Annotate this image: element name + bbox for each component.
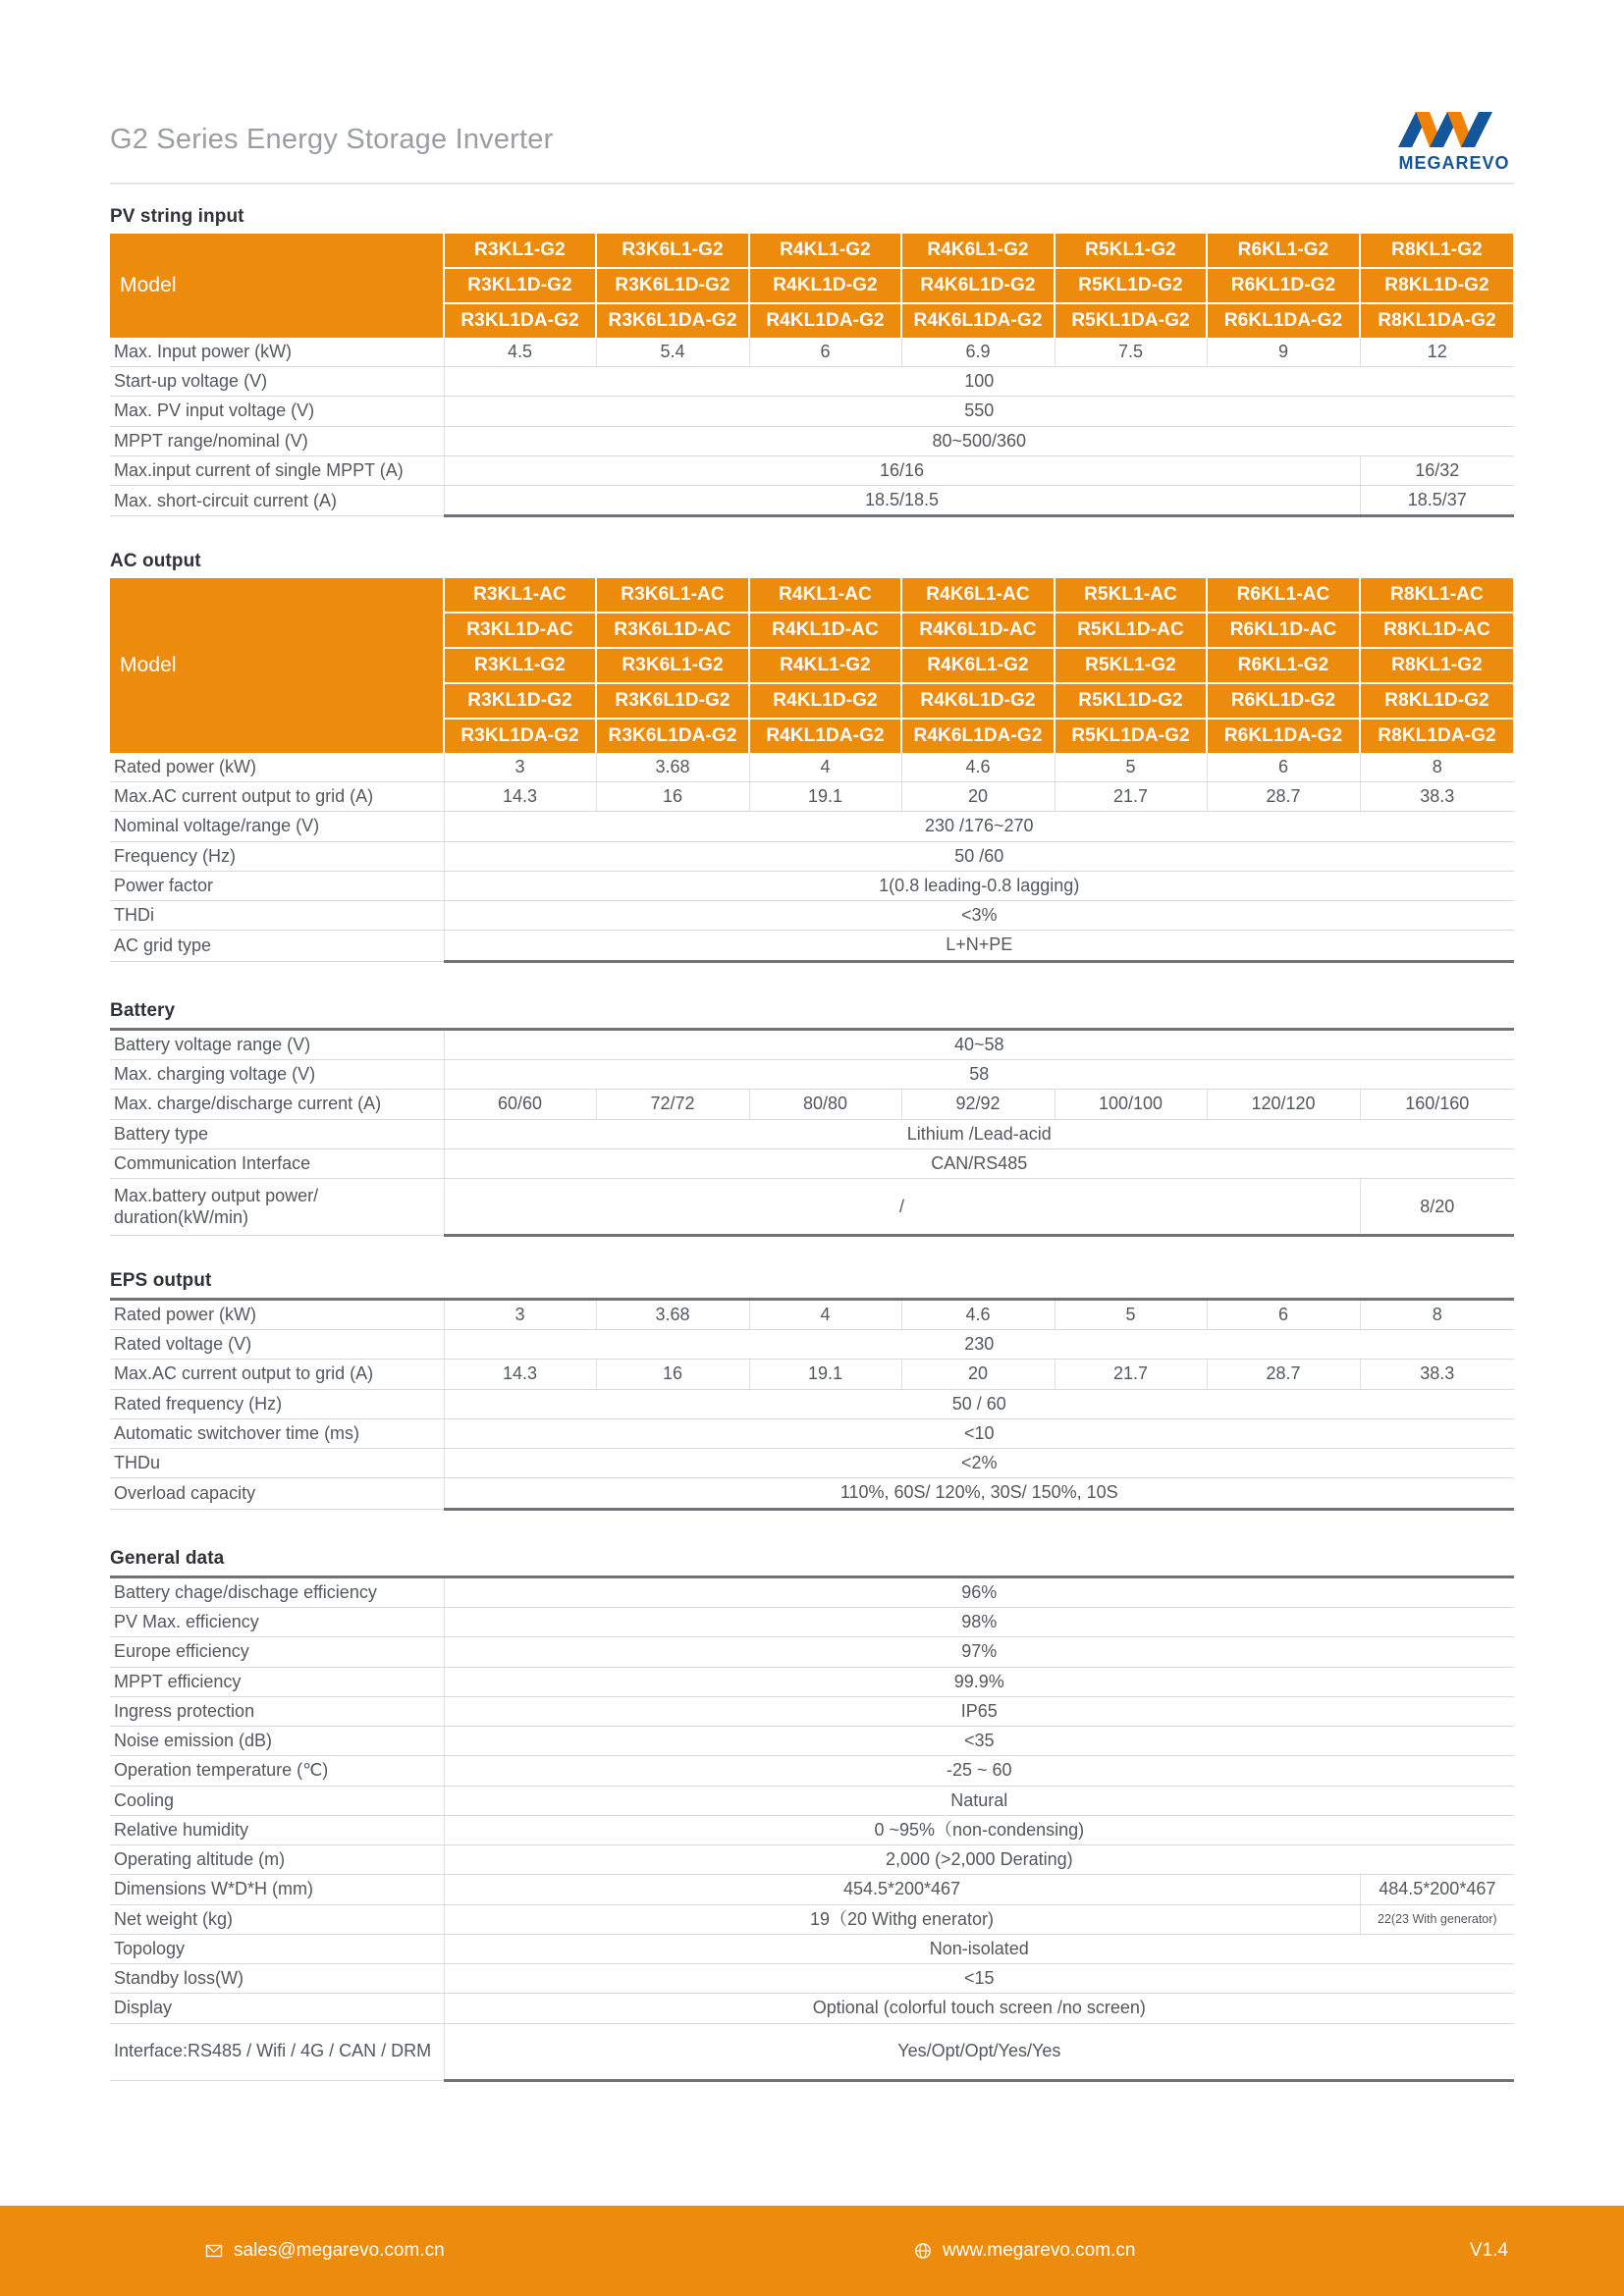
table-row [110, 1148, 1514, 1178]
model-cell: R8KL1D-G2 [1360, 268, 1514, 303]
row-label: Start-up voltage (V) [110, 367, 444, 397]
footer-email[interactable] [204, 2240, 445, 2262]
page-header [110, 116, 1514, 185]
table-eps-output [110, 1298, 1514, 1511]
row-value: 3 [444, 1300, 596, 1330]
envelope-icon [204, 2241, 224, 2261]
row-value: 80/80 [749, 1090, 901, 1119]
model-cell: R6KL1-G2 [1207, 234, 1360, 268]
row-label: Battery type [110, 1119, 444, 1148]
globe-icon [913, 2241, 933, 2261]
table-row [110, 426, 1514, 455]
row-value: 14.3 [444, 782, 596, 812]
table-row [110, 841, 1514, 871]
eps-body [110, 1300, 1514, 1510]
row-value: 38.3 [1360, 1360, 1514, 1389]
megarevo-logo [1394, 104, 1514, 175]
row-label: Battery chage/dischage efficiency [110, 1577, 444, 1608]
row-value: 4.6 [901, 1300, 1055, 1330]
footer-email-text: sales@megarevo.com.cn [234, 2240, 445, 2261]
row-value: <15 [444, 1964, 1514, 1994]
table-ac-output [110, 578, 1515, 963]
table-row [110, 367, 1514, 397]
row-value: 16 [596, 782, 749, 812]
table-row [110, 2023, 1514, 2080]
row-label: Rated voltage (V) [110, 1330, 444, 1360]
row-label: Overload capacity [110, 1478, 444, 1509]
header-divider [110, 183, 1514, 185]
table-row [110, 1090, 1514, 1119]
model-cell: R4K6L1DA-G2 [901, 303, 1055, 338]
model-cell: R4KL1D-G2 [749, 268, 901, 303]
row-value: <2% [444, 1449, 1514, 1478]
model-cell: R3K6L1DA-G2 [596, 719, 749, 753]
table-row [110, 1934, 1514, 1963]
row-value: 0 ~95%（non-condensing) [444, 1815, 1514, 1844]
row-label: Relative humidity [110, 1815, 444, 1844]
row-value: 92/92 [901, 1090, 1055, 1119]
row-value: 160/160 [1360, 1090, 1514, 1119]
model-label: Model [110, 578, 444, 753]
model-cell: R4KL1-G2 [749, 648, 901, 683]
model-label: Model [110, 234, 444, 338]
model-cell: R4K6L1D-G2 [901, 268, 1055, 303]
model-cell: R5KL1-G2 [1055, 648, 1207, 683]
model-cell: R4K6L1D-AC [901, 613, 1055, 648]
model-cell: R3KL1D-G2 [444, 268, 596, 303]
model-cell: R3K6L1-G2 [596, 648, 749, 683]
model-cell: R5KL1D-G2 [1055, 268, 1207, 303]
logo-mark-icon [1394, 104, 1514, 175]
row-label: Display [110, 1994, 444, 2023]
table-row [110, 1360, 1514, 1389]
row-label: Europe efficiency [110, 1637, 444, 1667]
model-cell: R8KL1DA-G2 [1360, 719, 1514, 753]
row-label: Max. charging voltage (V) [110, 1060, 444, 1090]
table-row [110, 1756, 1514, 1786]
general-body [110, 1577, 1514, 2081]
row-value: 4 [749, 753, 901, 782]
table-row [110, 1119, 1514, 1148]
row-value: 1(0.8 leading-0.8 lagging) [444, 871, 1514, 900]
row-value: IP65 [444, 1696, 1514, 1726]
table-row [110, 782, 1514, 812]
table-row [110, 1786, 1514, 1815]
row-value: 6.9 [901, 338, 1055, 367]
row-value: 19.1 [749, 782, 901, 812]
row-label: Interface:RS485 / Wifi / 4G / CAN / DRM [110, 2023, 444, 2080]
model-cell: R5KL1DA-G2 [1055, 303, 1207, 338]
row-value: 21.7 [1055, 1360, 1207, 1389]
table-row [110, 931, 1514, 961]
row-value: 6 [749, 338, 901, 367]
ac-body [110, 753, 1514, 961]
table-row [110, 1815, 1514, 1844]
row-value: Natural [444, 1786, 1514, 1815]
table-row [110, 397, 1514, 426]
table-row [110, 1994, 1514, 2023]
row-value: -25 ~ 60 [444, 1756, 1514, 1786]
table-row [110, 1608, 1514, 1637]
row-label: Rated frequency (Hz) [110, 1389, 444, 1418]
row-value: Yes/Opt/Opt/Yes/Yes [444, 2023, 1514, 2080]
model-cell: R5KL1DA-G2 [1055, 719, 1207, 753]
row-value: 28.7 [1207, 782, 1360, 812]
row-value: 18.5/18.5 [444, 486, 1360, 516]
model-cell: R6KL1D-AC [1207, 613, 1360, 648]
row-value: 484.5*200*467 [1360, 1875, 1514, 1904]
row-value: 5 [1055, 753, 1207, 782]
row-label: Rated power (kW) [110, 1300, 444, 1330]
row-value: Non-isolated [444, 1934, 1514, 1963]
table-row [110, 1637, 1514, 1667]
row-label: Noise emission (dB) [110, 1727, 444, 1756]
model-cell: R4KL1-AC [749, 578, 901, 613]
row-label: Operation temperature (℃) [110, 1756, 444, 1786]
row-label: Net weight (kg) [110, 1904, 444, 1934]
table-row [110, 1418, 1514, 1448]
row-value: 28.7 [1207, 1360, 1360, 1389]
model-cell: R3KL1D-G2 [444, 683, 596, 719]
model-cell: R5KL1-G2 [1055, 234, 1207, 268]
row-value: CAN/RS485 [444, 1148, 1514, 1178]
table-row [110, 1030, 1514, 1060]
row-value: 97% [444, 1637, 1514, 1667]
section-ac-output [110, 551, 1514, 963]
row-label: Frequency (Hz) [110, 841, 444, 871]
row-label: Ingress protection [110, 1696, 444, 1726]
model-cell: R4KL1D-G2 [749, 683, 901, 719]
model-cell: R4K6L1-G2 [901, 234, 1055, 268]
row-value: 3.68 [596, 1300, 749, 1330]
row-label: Max. short-circuit current (A) [110, 486, 444, 516]
row-value: 230 [444, 1330, 1514, 1360]
table-row [110, 1727, 1514, 1756]
row-label: Cooling [110, 1786, 444, 1815]
row-value: 12 [1360, 338, 1514, 367]
table-general-data [110, 1575, 1514, 2082]
table-row [110, 871, 1514, 900]
model-cell: R4K6L1D-G2 [901, 683, 1055, 719]
row-value: 7.5 [1055, 338, 1207, 367]
table-row [110, 455, 1514, 485]
table-row [110, 1449, 1514, 1478]
model-header-row [110, 234, 1514, 268]
row-value: 38.3 [1360, 782, 1514, 812]
ac-model-header [110, 578, 1514, 753]
row-label: MPPT range/nominal (V) [110, 426, 444, 455]
model-cell: R6KL1-AC [1207, 578, 1360, 613]
table-row [110, 1696, 1514, 1726]
section-title-ac: AC output [110, 551, 201, 571]
row-value: 50 / 60 [444, 1389, 1514, 1418]
row-value: / [444, 1179, 1360, 1236]
row-value: 18.5/37 [1360, 486, 1514, 516]
table-row [110, 1060, 1514, 1090]
model-cell: R8KL1-AC [1360, 578, 1514, 613]
section-title-general: General data [110, 1548, 225, 1569]
model-cell: R3K6L1D-AC [596, 613, 749, 648]
row-value: <35 [444, 1727, 1514, 1756]
row-value: 50 /60 [444, 841, 1514, 871]
model-cell: R8KL1DA-G2 [1360, 303, 1514, 338]
model-cell: R3K6L1-AC [596, 578, 749, 613]
row-value: L+N+PE [444, 931, 1514, 961]
row-label: THDi [110, 901, 444, 931]
row-label: Dimensions W*D*H (mm) [110, 1875, 444, 1904]
model-cell: R4KL1DA-G2 [749, 303, 901, 338]
table-row [110, 1904, 1514, 1934]
row-value: 120/120 [1207, 1090, 1360, 1119]
battery-body [110, 1030, 1514, 1236]
row-label: PV Max. efficiency [110, 1608, 444, 1637]
row-value: 19（20 Withg enerator) [444, 1904, 1360, 1934]
section-title-battery: Battery [110, 1000, 176, 1021]
model-cell: R4K6L1-AC [901, 578, 1055, 613]
model-cell: R8KL1-G2 [1360, 234, 1514, 268]
row-label: Operating altitude (m) [110, 1845, 444, 1875]
model-cell: R3KL1D-AC [444, 613, 596, 648]
row-value: 20 [901, 1360, 1055, 1389]
table-row [110, 1964, 1514, 1994]
pv-body [110, 338, 1514, 516]
row-label: Max.AC current output to grid (A) [110, 1360, 444, 1389]
row-value: 98% [444, 1608, 1514, 1637]
row-value: 16 [596, 1360, 749, 1389]
model-cell: R8KL1-G2 [1360, 648, 1514, 683]
model-cell: R3KL1-G2 [444, 234, 596, 268]
model-cell: R3K6L1DA-G2 [596, 303, 749, 338]
row-value: 550 [444, 397, 1514, 426]
model-cell: R4KL1D-AC [749, 613, 901, 648]
row-value: 6 [1207, 753, 1360, 782]
table-row [110, 753, 1514, 782]
table-row [110, 1667, 1514, 1696]
row-value: 8 [1360, 753, 1514, 782]
row-value: 5 [1055, 1300, 1207, 1330]
table-pv-string-input [110, 234, 1515, 517]
model-cell: R4K6L1DA-G2 [901, 719, 1055, 753]
model-cell: R6KL1-G2 [1207, 648, 1360, 683]
row-value: 8 [1360, 1300, 1514, 1330]
section-pv-string-input [110, 206, 1514, 517]
row-value: 96% [444, 1577, 1514, 1608]
section-general-data [110, 1548, 1514, 2082]
row-label: MPPT efficiency [110, 1667, 444, 1696]
model-cell: R3K6L1D-G2 [596, 268, 749, 303]
row-value: 16/16 [444, 455, 1360, 485]
model-cell: R6KL1D-G2 [1207, 268, 1360, 303]
row-label: Max.battery output power/ duration(kW/min) [110, 1179, 444, 1236]
row-value: 60/60 [444, 1090, 596, 1119]
row-value: <10 [444, 1418, 1514, 1448]
row-label: Battery voltage range (V) [110, 1030, 444, 1060]
table-row [110, 1845, 1514, 1875]
row-value: 454.5*200*467 [444, 1875, 1360, 1904]
table-row [110, 338, 1514, 367]
row-value: 20 [901, 782, 1055, 812]
table-row [110, 1389, 1514, 1418]
section-title-eps: EPS output [110, 1270, 212, 1291]
table-battery [110, 1028, 1514, 1237]
row-value: <3% [444, 901, 1514, 931]
section-title-pv: PV string input [110, 206, 244, 227]
row-value: 230 /176~270 [444, 812, 1514, 841]
model-cell: R6KL1DA-G2 [1207, 303, 1360, 338]
row-value: 2,000 (>2,000 Derating) [444, 1845, 1514, 1875]
model-cell: R3K6L1D-G2 [596, 683, 749, 719]
row-value: 16/32 [1360, 455, 1514, 485]
table-row [110, 1300, 1514, 1330]
row-value: 19.1 [749, 1360, 901, 1389]
row-value: 3.68 [596, 753, 749, 782]
footer-version: V1.4 [1469, 2240, 1508, 2261]
row-label: Rated power (kW) [110, 753, 444, 782]
model-cell: R4KL1DA-G2 [749, 719, 901, 753]
row-value: 9 [1207, 338, 1360, 367]
footer-website[interactable] [913, 2240, 1135, 2262]
table-row [110, 1179, 1514, 1236]
row-value: 3 [444, 753, 596, 782]
row-value: 80~500/360 [444, 426, 1514, 455]
model-cell: R3KL1DA-G2 [444, 719, 596, 753]
model-cell: R3KL1-G2 [444, 648, 596, 683]
row-label: Max. charge/discharge current (A) [110, 1090, 444, 1119]
row-value: 8/20 [1360, 1179, 1514, 1236]
row-label: Topology [110, 1934, 444, 1963]
footer-website-text: www.megarevo.com.cn [943, 2240, 1136, 2261]
row-value: 58 [444, 1060, 1514, 1090]
row-label: Standby loss(W) [110, 1964, 444, 1994]
row-value: 99.9% [444, 1667, 1514, 1696]
row-value: 14.3 [444, 1360, 596, 1389]
table-row [110, 1330, 1514, 1360]
table-row [110, 486, 1514, 516]
row-label: Max.AC current output to grid (A) [110, 782, 444, 812]
row-value: Optional (colorful touch screen /no screen) [444, 1994, 1514, 2023]
model-header-row [110, 578, 1514, 613]
model-cell: R5KL1D-G2 [1055, 683, 1207, 719]
model-cell: R3KL1DA-G2 [444, 303, 596, 338]
row-value: Lithium /Lead-acid [444, 1119, 1514, 1148]
row-label: Power factor [110, 871, 444, 900]
row-value: 72/72 [596, 1090, 749, 1119]
row-value: 5.4 [596, 338, 749, 367]
model-cell: R5KL1-AC [1055, 578, 1207, 613]
row-label: Nominal voltage/range (V) [110, 812, 444, 841]
svg-text:MEGAREVO: MEGAREVO [1398, 153, 1510, 173]
row-value: 4.5 [444, 338, 596, 367]
section-battery [110, 1000, 1514, 1237]
row-label: Automatic switchover time (ms) [110, 1418, 444, 1448]
pv-model-header [110, 234, 1514, 338]
model-cell: R8KL1D-G2 [1360, 683, 1514, 719]
row-value: 4.6 [901, 753, 1055, 782]
row-value: 100 [444, 367, 1514, 397]
row-value: 40~58 [444, 1030, 1514, 1060]
model-cell: R4K6L1-G2 [901, 648, 1055, 683]
model-cell: R6KL1DA-G2 [1207, 719, 1360, 753]
row-value: 100/100 [1055, 1090, 1207, 1119]
row-value: 22(23 With generator) [1360, 1904, 1514, 1934]
row-label: Max. Input power (kW) [110, 338, 444, 367]
section-eps-output [110, 1270, 1514, 1511]
page-title: G2 Series Energy Storage Inverter [110, 124, 554, 155]
table-row [110, 901, 1514, 931]
row-value: 110%, 60S/ 120%, 30S/ 150%, 10S [444, 1478, 1514, 1509]
model-cell: R5KL1D-AC [1055, 613, 1207, 648]
table-row [110, 812, 1514, 841]
model-cell: R8KL1D-AC [1360, 613, 1514, 648]
row-label: Communication Interface [110, 1148, 444, 1178]
model-cell: R4KL1-G2 [749, 234, 901, 268]
row-label: THDu [110, 1449, 444, 1478]
row-value: 4 [749, 1300, 901, 1330]
page-footer [0, 2206, 1624, 2296]
row-label: Max. PV input voltage (V) [110, 397, 444, 426]
table-row [110, 1875, 1514, 1904]
model-cell: R3K6L1-G2 [596, 234, 749, 268]
table-row [110, 1478, 1514, 1509]
row-label: Max.input current of single MPPT (A) [110, 455, 444, 485]
row-value: 6 [1207, 1300, 1360, 1330]
row-label: AC grid type [110, 931, 444, 961]
row-value: 21.7 [1055, 782, 1207, 812]
table-row [110, 1577, 1514, 1608]
model-cell: R3KL1-AC [444, 578, 596, 613]
model-cell: R6KL1D-G2 [1207, 683, 1360, 719]
